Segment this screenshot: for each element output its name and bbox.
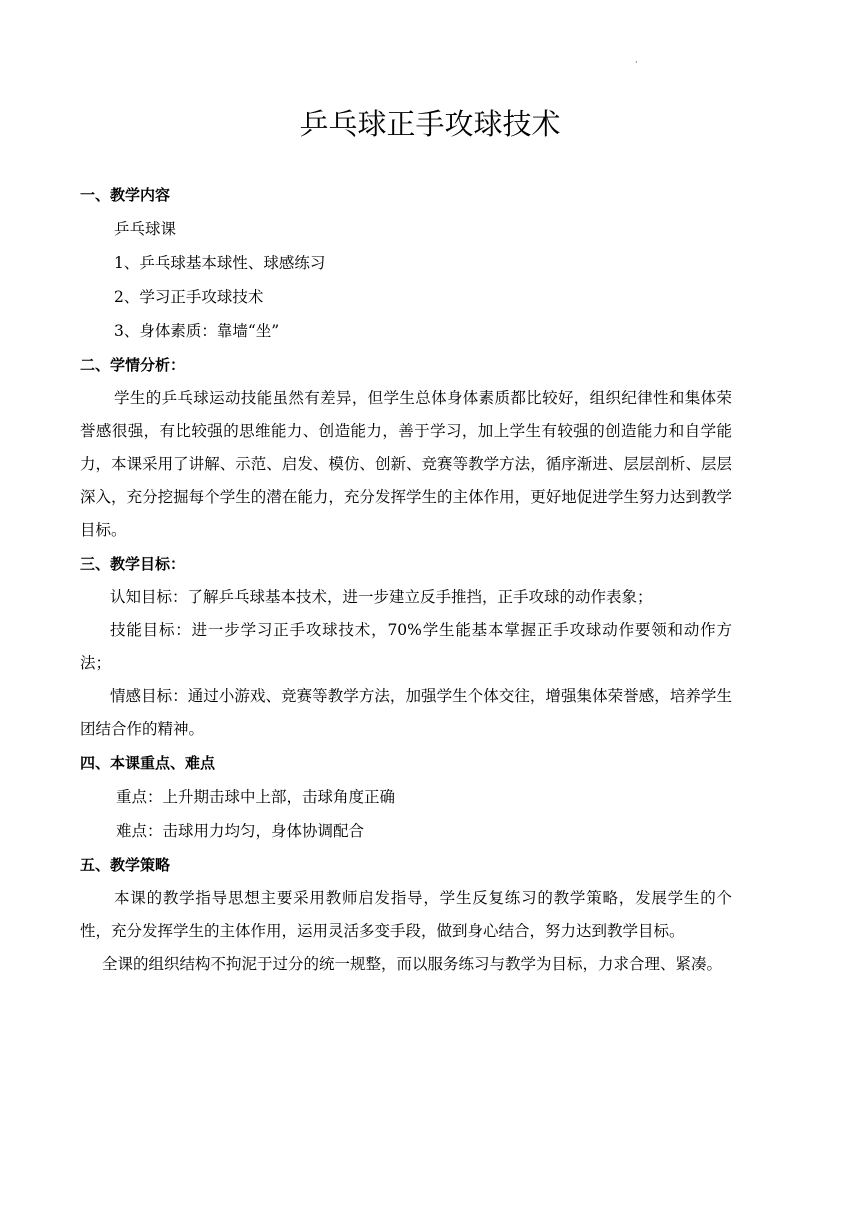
content-line: 乒乓球课	[114, 220, 177, 238]
document-body	[80, 178, 732, 981]
strategy-paragraph: 全课的组织结构不拘泥于过分的统一规整，而以服务练习与教学为目标，力求合理、紧凑。	[102, 955, 723, 973]
goal-cognitive: 认知目标：了解乒乓球基本技术，进一步建立反手推挡，正手攻球的动作表象；	[110, 588, 653, 606]
goal-emotional: 情感目标：通过小游戏、竞赛等教学方法，加强学生个体交往，增强集体荣誉感，培养学生团结合作的精神。	[80, 687, 732, 738]
document-title: 乒乓球正手攻球技术	[299, 107, 561, 141]
content-line: 3、身体素质：靠墙“坐”	[114, 322, 280, 340]
section-heading-teaching-content: 一、教学内容	[80, 186, 171, 204]
section-heading-student-analysis: 二、学情分析：	[80, 356, 186, 374]
section-heading-teaching-goals: 三、教学目标：	[80, 555, 186, 573]
difficulty-line: 难点：击球用力均匀，身体协调配合	[116, 822, 365, 840]
strategy-paragraph: 本课的教学指导思想主要采用教师启发指导，学生反复练习的教学策略，发展学生的个性，充分发挥学生的主体作用，运用灵活多变手段，做到身心结合，努力达到教学目标。	[80, 889, 732, 940]
content-line: 2、学习正手攻球技术	[114, 288, 264, 306]
student-analysis-paragraph: 学生的乒乓球运动技能虽然有差异，但学生总体身体素质都比较好，组织纪律性和集体荣誉感很强，有比较强的思维能力、创造能力，善于学习，加上学生有较强的创造能力和自学能力，本课采用了讲解、示范、启发、模仿、创新、竞赛等教学方法，循序渐进、层层剖析、层层深入，充分挖掘每个学生的潜在能力，充分发挥学生的主体作用，更好地促进学生努力达到教学目标。	[80, 389, 732, 539]
content-line: 1、乒乓球基本球性、球感练习	[114, 254, 326, 272]
key-point-line: 重点：上升期击球中上部，击球角度正确	[116, 788, 396, 806]
header-dot: ·	[635, 58, 638, 67]
goal-skill: 技能目标：进一步学习正手攻球技术，70%学生能基本掌握正手攻球动作要领和动作方法；	[80, 621, 732, 672]
section-heading-key-points: 四、本课重点、难点	[80, 754, 216, 772]
section-heading-teaching-strategy: 五、教学策略	[80, 856, 171, 874]
